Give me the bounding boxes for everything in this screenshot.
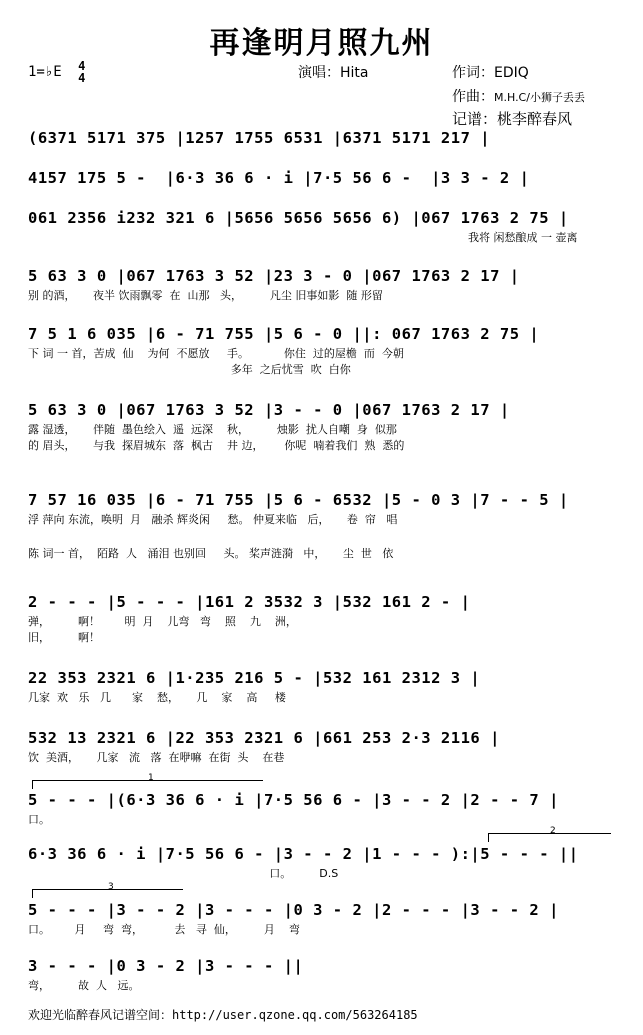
key-signature <box>28 60 85 84</box>
lyric-line: 露 湿透， 伴随 墨色绘入 遥 远深 秋， 烛影 扰人自嘲 身 似那 <box>28 423 397 436</box>
lyricist-credit: 作词：EDIQ <box>452 65 529 81</box>
score-system-14 <box>28 954 612 994</box>
composer-credit <box>452 86 585 106</box>
score-system-4 <box>28 264 612 304</box>
lyric-line: 饮 美酒， 几家 流 落 在咿嘛 在街 头 在巷 <box>28 751 285 764</box>
composer-label: 作曲： <box>452 89 494 105</box>
lyric-line: 口。 月 弯 弯， 去 寻 仙， 月 弯 <box>28 923 300 936</box>
volta-bracket-3: 3 <box>32 889 183 898</box>
lyric-line: 弯， 故 人 远。 <box>28 979 140 992</box>
lyric-line-alt: 陈 词一 首， 陌路 人 涌泪 也别回 头。 桨声涟漪 中， 尘 世 依 <box>28 547 394 560</box>
lyric-line: 浮 萍向 东流，唤明 月 融杀 辉炎闲 愁。 仲夏来临 后， 卷 帘 唱 <box>28 513 398 526</box>
notation-line: 22 353 2321 6 |1·235 216 5 - |532 161 2312 3 | <box>28 669 481 687</box>
lyric-line: 下 词 一 首，苦成 仙 为何 不愿放 手。 你住 过的屋檐 而 今朝 <box>28 347 404 360</box>
notation-line: (6371 5171 375 |1257 1755 6531 |6371 5171 217 | <box>28 129 491 147</box>
lyric-line: 几家 欢 乐 几 家 愁， 几 家 高 楼 <box>28 691 286 704</box>
song-title: 再逢明月照九州 <box>209 26 434 61</box>
score-system-12 <box>28 842 612 882</box>
score-system-13 <box>28 898 612 938</box>
transcriber-credit: 记谱：桃李醉春风 <box>452 110 573 128</box>
score-system-5 <box>28 322 612 378</box>
notation-line: 5 - - - |3 - - 2 |3 - - - |0 3 - 2 |2 - - - |3 - - 2 | <box>28 901 559 919</box>
score-system-8 <box>28 590 612 646</box>
lyric-line-alt: 多年 之后忧雪 吹 白你 <box>28 363 351 376</box>
lyric-line: 口。 D.S <box>28 867 339 880</box>
notation-line: 2 - - - |5 - - - |161 2 3532 3 |532 161 2 - | <box>28 593 471 611</box>
score-system-9 <box>28 666 612 706</box>
notation-line: 3 - - - |0 3 - 2 |3 - - - || <box>28 957 304 975</box>
key-label: 1=♭E <box>28 64 62 80</box>
score-system-2 <box>28 166 612 190</box>
volta-bracket-2: 2 <box>488 833 611 842</box>
singer-credit: 演唱：Hita <box>298 65 369 81</box>
score-system-3 <box>28 206 612 246</box>
notation-line: 7 5 1 6 035 |6 - 71 755 |5 6 - 0 ||: 067 1763 2 75 | <box>28 325 540 343</box>
notation-line: 7 57 16 035 |6 - 71 755 |5 6 - 6532 |5 - 0 3 |7 - - 5 | <box>28 491 569 509</box>
volta-bracket-1: 1 <box>32 780 263 789</box>
score-system-6 <box>28 398 612 454</box>
time-signature: 4 4 <box>78 59 86 85</box>
notation-line: 4157 175 5 - |6·3 36 6 · i |7·5 56 6 - |3 3 - 2 | <box>28 169 530 187</box>
lyric-line: 我将 闲愁酿成 一 壶离 <box>468 231 578 244</box>
notation-line: 5 63 3 0 |067 1763 3 52 |23 3 - 0 |067 1763 2 17 | <box>28 267 520 285</box>
score-system-7 <box>28 488 612 562</box>
lyric-line: 别 的酒， 夜半 饮雨飘零 在 山那 头， 凡尘 旧事如影 随 形留 <box>28 289 383 302</box>
score-system-11 <box>28 788 612 828</box>
notation-line: 061 2356 i232 321 6 |5656 5656 5656 6) |067 1763 2 75 | <box>28 209 569 227</box>
score-system-10 <box>28 726 612 766</box>
footer-credit: 欢迎光临醉春风记谱空间：http://user.qzone.qq.com/563264185 <box>28 1008 418 1022</box>
composer-name: M.H.C/小狮子丢丢 <box>494 91 585 104</box>
lyric-line-alt: 的 眉头， 与我 探眉城东 落 枫古 井 边， 你呢 喃着我们 熟 悉的 <box>28 439 405 452</box>
notation-line: 5 - - - |(6·3 36 6 · i |7·5 56 6 - |3 - - 2 |2 - - 7 | <box>28 791 559 809</box>
lyric-line: 口。 <box>28 813 50 826</box>
notation-line: 5 63 3 0 |067 1763 3 52 |3 - - 0 |067 1763 2 17 | <box>28 401 510 419</box>
score-system-1 <box>28 126 612 150</box>
notation-line: 6·3 36 6 · i |7·5 56 6 - |3 - - 2 |1 - - - ):|5 - - - || <box>28 845 579 863</box>
lyric-line-alt: 旧， 啊！ <box>28 631 100 644</box>
notation-line: 532 13 2321 6 |22 353 2321 6 |661 253 2·3 2116 | <box>28 729 500 747</box>
lyric-line: 弹， 啊！ 明 月 儿弯 弯 照 九 洲， <box>28 615 297 628</box>
